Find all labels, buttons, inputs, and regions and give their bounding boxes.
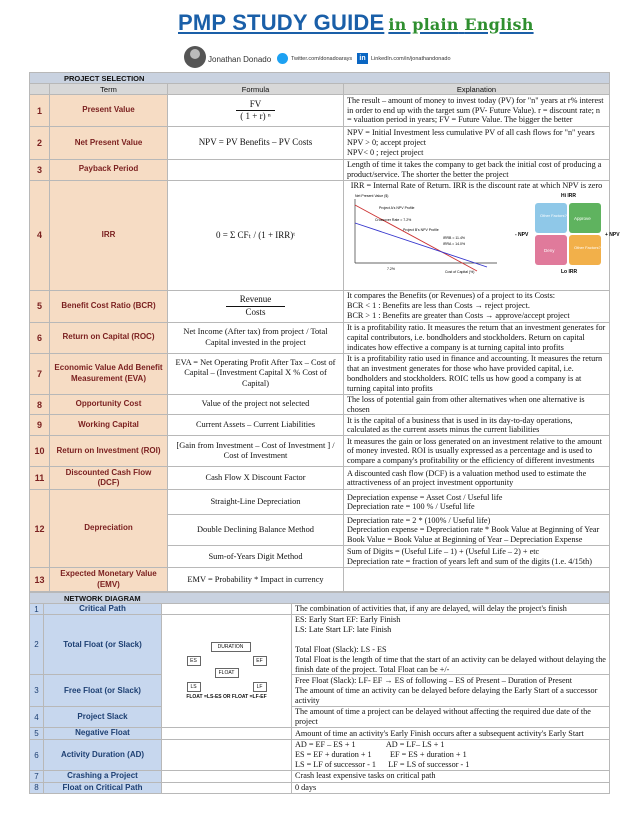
- quad-left-label: - NPV: [515, 231, 529, 238]
- formula-cell: Sum-of-Years Digit Method: [168, 546, 344, 568]
- chart-line-a-label: Project A's NPV Profile: [379, 205, 415, 210]
- table-row: [30, 127, 610, 160]
- table-row: [30, 290, 610, 322]
- formula-cell: Current Assets – Current Liabilities: [168, 415, 344, 436]
- term-cell: Present Value: [50, 95, 168, 127]
- term-cell: Crashing a Project: [44, 771, 162, 782]
- term-cell: Negative Float: [44, 728, 162, 740]
- table-row: [30, 415, 610, 436]
- explanation-cell: AD = EF – ES + 1 AD = LF– LS + 1 ES = EF + duration + 1 EF = ES + duration + 1 LS = LF of successor - 1 LF = LS of successor - 1: [292, 740, 610, 771]
- term-cell: Benefit Cost Ratio (BCR): [50, 290, 168, 322]
- chart-irra-label: IRRA = 14.0%: [443, 241, 466, 246]
- formula-cell: EVA = Net Operating Profit After Tax – Cost of Capital – (Investment Capital X % Cost of Capital): [168, 353, 344, 394]
- table-row: [30, 95, 610, 127]
- term-cell: Working Capital: [50, 415, 168, 436]
- explanation-cell: It is a profitability ratio. It measures the return that an investment generates for capital contributors, i.e. bondholders and stockholders. Return on capital indicates how effective a company is at turning capital into profits: [344, 322, 610, 353]
- diagram-float-formula: FLOAT =LS-ES OR FLOAT =LF-EF: [186, 694, 267, 701]
- table-row: [30, 675, 610, 707]
- section-title-project-selection: PROJECT SELECTION: [30, 73, 610, 84]
- formula-cell: Value of the project not selected: [168, 394, 344, 415]
- svg-text:Approve: Approve: [574, 215, 591, 221]
- row-number: 7: [30, 771, 44, 782]
- quad-other-factors-1: [535, 203, 567, 233]
- term-cell: IRR: [50, 180, 168, 290]
- explanation-cell: IRR = Internal Rate of Return. IRR is the discount rate at which NPV is zero Net Present Value ($) Project A's NPV Profile Project B's NPV Profile Crossover Rate = 7.2% IRRB = 11.4% IRRA = 14.0% Cost of Capital (%) 7.2% Hi IRR Other Factors? Approve Deny Other Factors? - NPV + NPV Lo IRR: [344, 180, 610, 290]
- explanation-cell: [344, 568, 610, 592]
- row-number: 7: [30, 353, 50, 394]
- chart-y-label: Net Present Value ($): [355, 193, 389, 198]
- row-number: 4: [30, 180, 50, 290]
- table-row: [30, 353, 610, 394]
- table-row: [30, 782, 610, 793]
- row-number: 8: [30, 782, 44, 793]
- formula-cell: Straight-Line Depreciation: [168, 490, 344, 515]
- column-header-explanation: Explanation: [344, 84, 610, 95]
- diagram-float-box: FLOAT: [215, 668, 239, 678]
- irr-npv-chart: [347, 193, 638, 281]
- chart-x-label: Cost of Capital (%): [445, 269, 475, 274]
- row-number: 4: [30, 707, 44, 728]
- chart-line-b-label: Project B's NPV Profile: [403, 227, 439, 232]
- author-avatar: [184, 46, 206, 68]
- term-cell: Depreciation: [50, 490, 168, 568]
- term-cell: Return on Capital (ROC): [50, 322, 168, 353]
- explanation-cell: The result – amount of money to invest today (PV) for "n" years at r% interest in order to end up with the target sum (PV- Future Value). r = discount rate; n = valuation period in years; FV = Future Value. The bigger the better: [344, 95, 610, 127]
- explanation-cell: Amount of time an activity's Early Finish occurs after a subsequent activity's Early Start: [292, 728, 610, 740]
- table-row: [30, 740, 610, 771]
- row-number: 8: [30, 394, 50, 415]
- explanation-cell: Crash least expensive tasks on critical path: [292, 771, 610, 782]
- term-cell: Expected Monetary Value (EMV): [50, 568, 168, 592]
- term-cell: Float on Critical Path: [44, 782, 162, 793]
- row-number: 5: [30, 728, 44, 740]
- row-number: 2: [30, 127, 50, 160]
- row-number: 6: [30, 740, 44, 771]
- explanation-cell: Depreciation rate = 2 * (100% / Useful life) Depreciation expense = Depreciation rate * Book Value at Beginning of Year Book Value = Book Value at Beginning of Year – Depreciation Expense: [344, 515, 610, 546]
- explanation-cell: Length of time it takes the company to get back the initial cost of producing a product/service. The shorter the better the project: [344, 160, 610, 181]
- term-cell: Net Present Value: [50, 127, 168, 160]
- term-cell: Discounted Cash Flow (DCF): [50, 467, 168, 490]
- formula-cell: Cash Flow X Discount Factor: [168, 467, 344, 490]
- table-row: [30, 160, 610, 181]
- svg-text:Other Factors?: Other Factors?: [540, 212, 567, 218]
- formula-cell: EMV = Probability * Impact in currency: [168, 568, 344, 592]
- diagram-es-box: ES: [187, 656, 201, 666]
- chart-x-tick: 7.2%: [387, 266, 395, 271]
- column-header-term: Term: [50, 84, 168, 95]
- explanation-cell: A discounted cash flow (DCF) is a valuation method used to estimate the attractiveness of an project investment opportunity: [344, 467, 610, 490]
- twitter-link[interactable]: Twitter.com/donadoarays: [291, 56, 353, 62]
- chart-crossover-label: Crossover Rate = 7.2%: [375, 217, 412, 222]
- table-row: [30, 467, 610, 490]
- row-number: 6: [30, 322, 50, 353]
- row-number: 3: [30, 160, 50, 181]
- row-number: 1: [30, 95, 50, 127]
- author-name: Jonathan Donado: [208, 55, 272, 64]
- explanation-cell: It is a profitability ratio used in finance and accounting. It measures the return that an investment generates for those who have provided capital, i.e. bondholders and stockholders. ROIC tells us how good a company is at turning capital into profits: [344, 353, 610, 394]
- explanation-cell: The amount of time a project can be delayed without affecting the required due date of the project: [292, 707, 610, 728]
- row-number: 1: [30, 604, 44, 615]
- quad-other-factors-2: [569, 235, 601, 265]
- twitter-icon[interactable]: [277, 53, 288, 64]
- explanation-cell: It measures the gain or loss generated on an investment relative to the amount of money invested. ROI is usually expressed as a percentage and is used to compare a company's profitability or the efficiency of different investments: [344, 436, 610, 467]
- diagram-duration-box: DURATION: [211, 642, 251, 652]
- float-diagram: [181, 640, 273, 702]
- explanation-cell: The loss of potential gain from other alternatives when one alternative is chosen: [344, 394, 610, 415]
- network-diagram-table: [29, 592, 610, 794]
- page-subtitle: in plain English: [388, 15, 534, 34]
- table-row: [30, 490, 610, 515]
- row-number: 2: [30, 615, 44, 675]
- linkedin-icon[interactable]: in: [357, 53, 368, 64]
- term-cell: Payback Period: [50, 160, 168, 181]
- table-row: [30, 615, 610, 675]
- explanation-cell: It is the capital of a business that is used in its day-to-day operations, calculated as the current assets minus the current liabilities: [344, 415, 610, 436]
- linkedin-link[interactable]: LinkedIn.com/in/jonathandonado: [371, 56, 451, 62]
- explanation-cell: The combination of activities that, if any are delayed, will delay the project's finish: [292, 604, 610, 615]
- table-row: [30, 322, 610, 353]
- project-selection-table: [29, 72, 620, 592]
- irr-formula: 0 = Σ CFₜ / (1 + IRR)ᵗ: [168, 180, 344, 290]
- column-header-formula: Formula: [168, 84, 344, 95]
- page-title: PMP STUDY GUIDE in plain English: [178, 10, 534, 35]
- formula-cell: [168, 160, 344, 181]
- row-number: 3: [30, 675, 44, 707]
- term-cell: Opportunity Cost: [50, 394, 168, 415]
- diagram-ef-box: EF: [253, 656, 267, 666]
- quad-right-label: + NPV: [605, 231, 620, 238]
- term-cell: Project Slack: [44, 707, 162, 728]
- explanation-cell: Depreciation expense = Asset Cost / Useful life Depreciation rate = 100 % / Useful life: [344, 490, 610, 515]
- explanation-cell: NPV = Initial Investment less cumulative PV of all cash flows for "n" years NPV > 0; accept project NPV< 0 ; reject project: [344, 127, 610, 160]
- row-number: 5: [30, 290, 50, 322]
- explanation-cell: Free Float (Slack): LF- EF → ES of following – ES of Present – Duration of Present The amount of time an activity can be delayed before delaying the Early Start of a successor activity: [292, 675, 610, 707]
- svg-text:Other Factors?: Other Factors?: [574, 244, 601, 250]
- table-row: [30, 604, 610, 615]
- table-row: [30, 394, 610, 415]
- term-cell: Activity Duration (AD): [44, 740, 162, 771]
- term-cell: Critical Path: [44, 604, 162, 615]
- explanation-cell: Sum of Digits = (Useful Life – 1) + (Useful Life – 2) + etc Depreciation rate = fraction of years left and sum of the digits (1.e. 4/15th): [344, 546, 610, 568]
- formula-cell: [Gain from Investment – Cost of Investment ] / Cost of Investment: [168, 436, 344, 467]
- formula-cell: $\frac{FV}{\text{( 1 + r) ⁿ}}$: [168, 95, 344, 127]
- diagram-ls-box: LS: [187, 682, 201, 692]
- explanation-cell: 0 days: [292, 782, 610, 793]
- row-number: 11: [30, 467, 50, 490]
- section-title-network-diagram: NETWORK DIAGRAM: [30, 593, 610, 604]
- table-row: [30, 728, 610, 740]
- table-row: [30, 707, 610, 728]
- svg-text:Deny: Deny: [544, 247, 555, 253]
- table-row: [30, 771, 610, 782]
- explanation-cell: ES: Early Start EF: Early Finish LS: Late Start LF: late Finish Total Float (Slack): LS - ES Total Float is the length of time that the start of an activity can be delayed without delaying the finish date of the project. Total Float can be +/-: [292, 615, 610, 675]
- formula-cell: Double Declining Balance Method: [168, 515, 344, 546]
- term-cell: Free Float (or Slack): [44, 675, 162, 707]
- row-number: 12: [30, 490, 50, 568]
- formula-cell: Net Income (After tax) from project / Total Capital invested in the project: [168, 322, 344, 353]
- row-number: 10: [30, 436, 50, 467]
- formula-cell: NPV = PV Benefits – PV Costs: [168, 127, 344, 160]
- table-row: [30, 180, 610, 290]
- term-cell: Economic Value Add Benefit Measurement (EVA): [50, 353, 168, 394]
- row-number: 9: [30, 415, 50, 436]
- diagram-lf-box: LF: [253, 682, 267, 692]
- explanation-cell: It compares the Benefits (or Revenues) of a project to its Costs: BCR < 1 : Benefits are less than Costs → reject project. BCR > 1 : Benefits are greater than Costs → approve/accept project: [344, 290, 610, 322]
- row-number: 13: [30, 568, 50, 592]
- table-row: [30, 568, 610, 592]
- quad-top-label: Hi IRR: [561, 192, 576, 199]
- term-cell: Return on Investment (ROI): [50, 436, 168, 467]
- float-diagram-cell: [162, 615, 292, 728]
- formula-cell: $\frac{\text{Revenue}}{\text{Costs}}$: [168, 290, 344, 322]
- page-header: [0, 0, 638, 72]
- chart-irrb-label: IRRB = 11.4%: [443, 235, 466, 240]
- table-row: [30, 436, 610, 467]
- term-cell: Total Float (or Slack): [44, 615, 162, 675]
- quad-bottom-label: Lo IRR: [561, 268, 578, 275]
